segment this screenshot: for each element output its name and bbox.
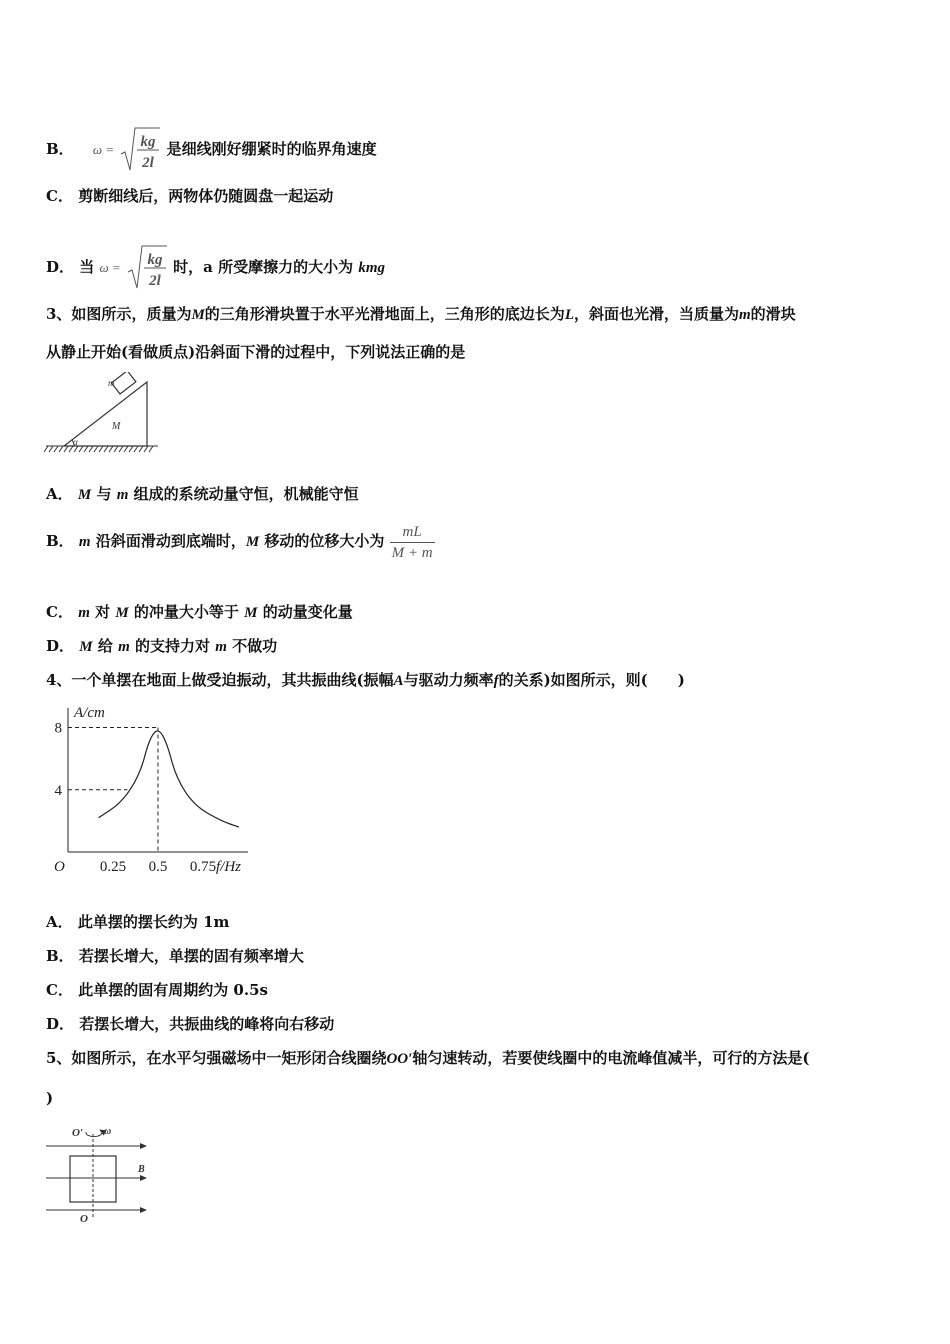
hatch-mark: [49, 446, 53, 452]
hatch-mark: [139, 446, 143, 452]
option-letter: A．: [46, 913, 73, 931]
q4-stem: [46, 670, 685, 691]
stem-text: 的滑块: [750, 305, 796, 323]
q3-option-a: [46, 484, 359, 505]
hatch-mark: [64, 446, 68, 452]
stem-text: ，斜面也光滑，当质量为: [573, 305, 739, 323]
variable: f: [493, 673, 499, 689]
label-o-prime: O′: [72, 1127, 84, 1139]
variable: OO′: [386, 1051, 413, 1067]
y-tick-label: 8: [54, 720, 62, 737]
sqrt-sign-icon: [119, 126, 161, 174]
y-tick-label: 4: [54, 782, 62, 799]
label-b: B: [138, 1164, 145, 1175]
option-letter: B．: [46, 140, 74, 158]
option-letter: D．: [46, 258, 75, 276]
fraction-formula: [390, 522, 435, 563]
stem-text: 从静止开始(看做质点)沿斜面下滑的过程中，下列说法正确的是: [46, 343, 466, 361]
stem-text: 的关系)如图所示，则( ): [498, 671, 685, 689]
hatch-mark: [79, 446, 83, 452]
variable: L: [564, 307, 574, 323]
ground-hatch: [44, 446, 158, 452]
variable: M: [244, 605, 258, 621]
hatch-mark: [124, 446, 128, 452]
option-letter: D．: [46, 637, 75, 655]
option-letter: D．: [46, 1015, 75, 1033]
q3-option-d: [46, 636, 277, 657]
chart-guides: [68, 728, 158, 852]
variable: m: [78, 605, 90, 621]
option-text: 移动的位移大小为: [264, 532, 385, 550]
stem-text: 5、如图所示，在水平匀强磁场中一矩形闭合线圈绕: [46, 1049, 387, 1067]
hatch-mark: [99, 446, 103, 452]
option-text: 的支持力对: [134, 637, 210, 655]
option-text: 沿斜面滑动到底端时，: [95, 532, 246, 550]
q4-option-d: [46, 1014, 334, 1034]
variable: m: [215, 639, 227, 655]
variable: m: [118, 639, 130, 655]
option-text: 此单摆的固有周期约为 0.5s: [78, 981, 268, 999]
option-text: 对: [95, 603, 111, 621]
option-text: 若摆长增大，共振曲线的峰将向右移动: [79, 1015, 335, 1033]
rotation-arrow-icon: [86, 1130, 102, 1137]
y-axis-label: A/cm: [74, 705, 105, 721]
option-letter: A．: [46, 485, 73, 503]
frac-num: kg: [140, 134, 156, 150]
x-axis-label: f/Hz: [216, 859, 242, 875]
formula-lhs: ω =: [99, 260, 121, 275]
q3-stem-line2: [46, 342, 465, 362]
option-letter: C．: [46, 603, 73, 621]
hatch-mark: [94, 446, 98, 452]
hatch-mark: [109, 446, 113, 452]
q2-option-b: [46, 126, 377, 174]
frac-num: mL: [402, 523, 422, 540]
option-letter: C．: [46, 187, 73, 205]
stem-text: 的三角形滑块置于水平光滑地面上，三角形的底边长为: [204, 305, 565, 323]
small-block: [111, 372, 135, 394]
option-letter: B．: [46, 947, 74, 965]
sqrt-formula: [119, 126, 161, 174]
formula-lhs: ω =: [92, 142, 115, 157]
q5-stem-line1: [46, 1048, 809, 1069]
hatch-mark: [134, 446, 138, 452]
x-tick-label: 0.75: [189, 859, 217, 875]
incline-figure: [44, 372, 162, 454]
option-text: 不做功: [232, 637, 278, 655]
option-text: 时，a 所受摩擦力的大小为: [173, 258, 354, 276]
q3-option-b: [46, 520, 435, 563]
q4-option-a: [46, 912, 229, 932]
hatch-mark: [114, 446, 118, 452]
hatch-mark: [104, 446, 108, 452]
variable: m: [78, 534, 91, 550]
hatch-mark: [119, 446, 123, 452]
variable: M: [77, 487, 92, 503]
q2-option-c: [46, 186, 333, 206]
x-tick-label: 0.5: [148, 859, 168, 875]
option-text: 组成的系统动量守恒，机械能守恒: [133, 485, 359, 503]
label-omega: ω: [104, 1126, 112, 1137]
hatch-mark: [84, 446, 88, 452]
frac-num: kg: [147, 252, 163, 268]
q4-option-c: [46, 980, 268, 1000]
q2-option-d: [46, 244, 385, 292]
option-text: 的动量变化量: [262, 603, 353, 621]
x-tick-label: 0.25: [99, 859, 127, 875]
option-letter: C．: [46, 981, 73, 999]
sqrt-formula: [126, 244, 168, 292]
coil-figure: [44, 1120, 156, 1226]
variable: m: [116, 487, 129, 503]
resonance-chart: [46, 700, 256, 880]
option-text: 与: [96, 485, 112, 503]
q3-option-c: [46, 602, 353, 623]
option-text: 是细线刚好绷紧时的临界角速度: [166, 140, 377, 158]
option-text: 当: [79, 258, 95, 276]
option-text: 给: [97, 637, 113, 655]
resonance-curve: [99, 731, 239, 827]
hatch-mark: [89, 446, 93, 452]
variable: M: [191, 307, 205, 323]
option-letter: B．: [46, 532, 74, 550]
frac-den: M + m: [390, 542, 435, 563]
hatch-mark: [44, 446, 48, 452]
hatch-mark: [54, 446, 58, 452]
variable: A: [393, 673, 404, 689]
variable: m: [739, 307, 751, 323]
option-text: 若摆长增大，单摆的固有频率增大: [78, 947, 304, 965]
stem-text: 3、如图所示，质量为: [46, 305, 192, 323]
q3-stem-line1: [46, 304, 796, 325]
q5-stem-line2: [46, 1088, 53, 1108]
sqrt-sign-icon: [126, 244, 168, 292]
stem-text: 与驱动力频率: [403, 671, 494, 689]
option-text: 此单摆的摆长约为 1m: [77, 913, 230, 931]
label-alpha: α: [73, 437, 78, 447]
variable: M: [245, 534, 260, 550]
label-M: M: [112, 421, 121, 432]
stem-text: 轴匀速转动，若要使线圈中的电流峰值减半，可行的方法是(: [412, 1049, 810, 1067]
frac-den: 2l: [149, 273, 161, 289]
stem-text: 4、一个单摆在地面上做受迫振动，其共振曲线(振幅: [46, 671, 394, 689]
option-text: 的冲量大小等于: [133, 603, 239, 621]
origin-label: O: [54, 859, 65, 875]
hatch-mark: [129, 446, 133, 452]
hatch-mark: [59, 446, 63, 452]
hatch-mark: [149, 446, 153, 452]
hatch-mark: [144, 446, 148, 452]
label-m: m: [108, 378, 115, 388]
label-o: O: [80, 1213, 88, 1225]
variable: kmg: [358, 260, 386, 276]
stem-text: ): [46, 1089, 54, 1107]
option-text: 剪断细线后，两物体仍随圆盘一起运动: [78, 187, 334, 205]
q4-option-b: [46, 946, 304, 966]
variable: M: [115, 605, 129, 621]
frac-den: 2l: [142, 155, 155, 171]
variable: M: [79, 639, 93, 655]
